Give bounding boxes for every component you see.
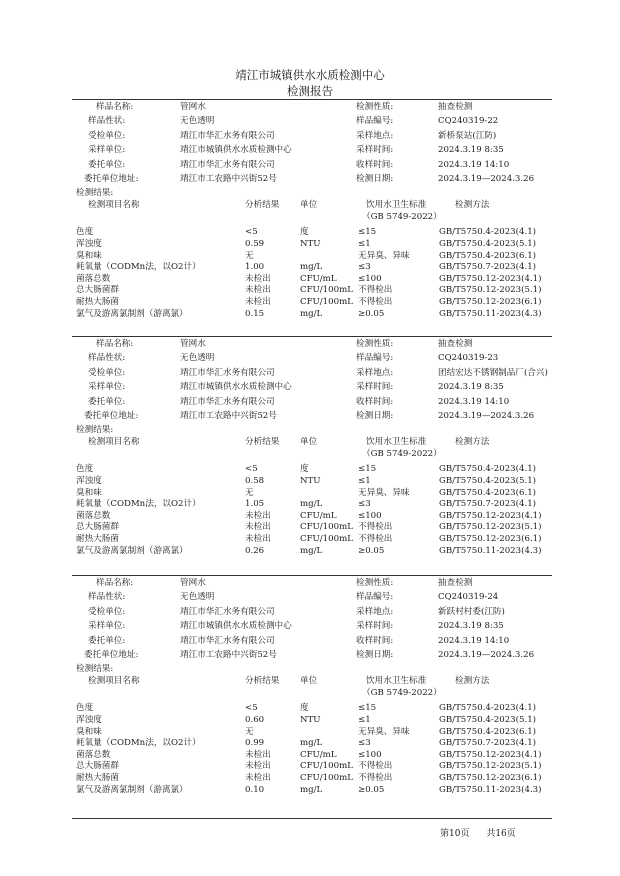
table-cell-method: GB/T5750.4-2023(6.1): [439, 250, 537, 261]
info-value: 靖江市华汇水务有限公司: [180, 159, 275, 170]
info-value: 2024.3.19—2024.3.26: [438, 411, 535, 421]
info-label: 采样单位:: [88, 382, 126, 393]
table-cell-item: 总大肠菌群: [76, 522, 119, 533]
table-cell-item: 菌落总数: [76, 749, 111, 760]
info-label: 采样地点:: [356, 130, 394, 141]
table-cell-unit: CFU/100mL: [300, 297, 353, 307]
table-cell-std: ≤3: [358, 738, 371, 749]
block-divider: [72, 575, 552, 576]
info-label: 采样单位:: [88, 145, 126, 156]
info-value: 新跃村村委(江防): [438, 606, 505, 617]
table-cell-unit: mg/L: [300, 784, 323, 795]
info-value: 抽查检测: [438, 339, 473, 349]
table-cell-item: 菌落总数: [76, 510, 111, 521]
info-label: 委托单位:: [88, 396, 126, 407]
info-label: 检测性质:: [356, 339, 394, 349]
info-label: 受检单位:: [88, 367, 126, 378]
info-value: 靖江市工农路中兴街52号: [180, 650, 277, 660]
table-cell-item: 色度: [76, 227, 94, 238]
table-cell-unit: mg/L: [300, 308, 323, 319]
info-value: 团结宏达不锈钢制品厂(合兴): [438, 367, 548, 378]
info-label: 样品性状:: [88, 116, 126, 127]
table-cell-std: ≥0.05: [358, 308, 385, 319]
info-label: 检测日期:: [356, 411, 394, 421]
table-cell-method: GB/T5750.4-2023(6.1): [439, 726, 537, 737]
table-cell-std: ≤3: [358, 262, 371, 273]
table-cell-method: GB/T5750.12-2023(6.1): [439, 773, 542, 783]
info-label: 样品性状:: [88, 353, 126, 364]
results-heading: 检测结果:: [76, 664, 114, 675]
table-cell-method: GB/T5750.11-2023(4.3): [439, 545, 542, 556]
info-value: 2024.3.19 8:35: [438, 382, 504, 393]
info-value: 靖江市工农路中兴街52号: [180, 411, 277, 421]
table-cell-item: 总大肠菌群: [76, 285, 119, 296]
table-cell-method: GB/T5750.12-2023(5.1): [439, 522, 542, 533]
info-value: 无色透明: [180, 592, 215, 603]
info-label: 受检单位:: [88, 606, 126, 617]
info-label: 委托单位地址:: [84, 650, 139, 660]
table-cell-result: 0.58: [245, 476, 265, 486]
table-cell-unit: mg/L: [300, 499, 323, 510]
report-title: 检测报告: [287, 84, 333, 98]
info-label: 样品编号:: [356, 592, 394, 603]
table-cell-method: GB/T5750.4-2023(4.1): [439, 703, 537, 714]
table-cell-item: 臭和味: [76, 487, 102, 498]
info-value: 管网水: [180, 339, 206, 349]
info-value: 2024.3.19—2024.3.26: [438, 650, 535, 660]
table-cell-std: 无异臭、异味: [358, 726, 410, 737]
table-cell-method: GB/T5750.4-2023(5.1): [439, 476, 537, 486]
table-cell-unit: CFU/mL: [300, 510, 337, 521]
table-cell-std: ≤1: [358, 476, 371, 486]
info-label: 样品编号:: [356, 116, 394, 127]
col-header-method: 检测方法: [455, 437, 490, 448]
table-cell-result: 未检出: [245, 773, 271, 783]
table-cell-method: GB/T5750.11-2023(4.3): [439, 308, 542, 319]
table-cell-unit: CFU/mL: [300, 273, 337, 284]
table-cell-unit: mg/L: [300, 262, 323, 273]
table-cell-unit: NTU: [300, 715, 321, 725]
info-label: 检测性质:: [356, 102, 394, 112]
table-cell-method: GB/T5750.4-2023(5.1): [439, 715, 537, 725]
info-label: 收样时间:: [356, 159, 394, 170]
col-header-result: 分析结果: [245, 200, 280, 211]
table-cell-item: 色度: [76, 464, 94, 475]
info-label: 样品名称:: [96, 578, 134, 588]
info-label: 采样时间:: [356, 382, 394, 393]
table-cell-std: ≥0.05: [358, 545, 385, 556]
table-cell-std: ≤100: [358, 749, 382, 760]
info-value: 无色透明: [180, 353, 215, 364]
table-cell-std: 不得检出: [358, 534, 393, 544]
table-cell-std: 不得检出: [358, 773, 393, 783]
info-value: 抽查检测: [438, 102, 473, 112]
table-cell-unit: CFU/100mL: [300, 773, 353, 783]
table-cell-result: <5: [245, 703, 258, 714]
col-header-std: 饮用水卫生标准: [366, 200, 427, 211]
table-cell-item: 色度: [76, 703, 94, 714]
table-cell-item: 臭和味: [76, 250, 102, 261]
table-cell-item: 耐热大肠菌: [76, 297, 119, 307]
table-cell-unit: mg/L: [300, 545, 323, 556]
col-header-std: 饮用水卫生标准: [366, 437, 427, 448]
table-cell-item: 浑浊度: [76, 239, 102, 249]
info-label: 委托单位:: [88, 635, 126, 646]
table-cell-unit: CFU/100mL: [300, 761, 353, 772]
table-cell-item: 氯气及游离氯制剂（游离氯）: [76, 308, 188, 319]
table-cell-std: 不得检出: [358, 761, 393, 772]
table-cell-method: GB/T5750.12-2023(4.1): [439, 273, 542, 284]
info-value: CQ240319-23: [438, 353, 499, 364]
table-cell-method: GB/T5750.12-2023(6.1): [439, 534, 542, 544]
table-cell-item: 臭和味: [76, 726, 102, 737]
table-cell-std: 无异臭、异味: [358, 250, 410, 261]
info-label: 收样时间:: [356, 635, 394, 646]
table-cell-unit: NTU: [300, 239, 321, 249]
col-header-method: 检测方法: [455, 200, 490, 211]
info-value: 2024.3.19 8:35: [438, 621, 504, 632]
col-header-std-code: （GB 5749-2022）: [362, 212, 442, 223]
table-cell-std: ≤1: [358, 239, 371, 249]
info-value: 管网水: [180, 578, 206, 588]
table-cell-std: ≤100: [358, 510, 382, 521]
info-value: 靖江市华汇水务有限公司: [180, 606, 275, 617]
table-cell-std: 无异臭、异味: [358, 487, 410, 498]
table-cell-std: ≤15: [358, 227, 377, 238]
info-value: 靖江市华汇水务有限公司: [180, 367, 275, 378]
info-label: 收样时间:: [356, 396, 394, 407]
info-label: 样品编号:: [356, 353, 394, 364]
table-cell-result: 0.15: [245, 308, 265, 319]
table-cell-method: GB/T5750.12-2023(4.1): [439, 510, 542, 521]
table-cell-std: ≤100: [358, 273, 382, 284]
info-label: 委托单位地址:: [84, 411, 139, 421]
table-cell-item: 耐热大肠菌: [76, 773, 119, 783]
col-header-unit: 单位: [300, 437, 318, 448]
table-cell-unit: CFU/100mL: [300, 522, 353, 533]
table-cell-result: 1.05: [245, 499, 265, 510]
results-heading: 检测结果:: [76, 188, 114, 199]
table-cell-result: 未检出: [245, 273, 271, 284]
table-cell-result: 无: [245, 487, 254, 498]
table-cell-result: 未检出: [245, 522, 271, 533]
info-value: 管网水: [180, 102, 206, 112]
table-cell-result: 0.60: [245, 715, 265, 725]
info-value: 靖江市城镇供水水质检测中心: [180, 382, 292, 393]
page-number: 第10页: [440, 829, 470, 839]
info-value: 靖江市城镇供水水质检测中心: [180, 621, 292, 632]
table-cell-method: GB/T5750.4-2023(4.1): [439, 464, 537, 475]
table-cell-item: 耐热大肠菌: [76, 534, 119, 544]
info-value: 2024.3.19 14:10: [438, 396, 510, 407]
table-cell-item: 浑浊度: [76, 476, 102, 486]
table-cell-method: GB/T5750.12-2023(4.1): [439, 749, 542, 760]
info-value: 靖江市工农路中兴街52号: [180, 174, 277, 184]
table-cell-result: 未检出: [245, 534, 271, 544]
table-cell-method: GB/T5750.7-2023(4.1): [439, 499, 537, 510]
info-label: 受检单位:: [88, 130, 126, 141]
table-cell-unit: CFU/100mL: [300, 285, 353, 296]
col-header-unit: 单位: [300, 200, 318, 211]
table-cell-item: 耗氧量（CODMn法，以O2计）: [76, 262, 201, 273]
info-value: 抽查检测: [438, 578, 473, 588]
table-cell-result: 0.10: [245, 784, 265, 795]
table-cell-result: <5: [245, 464, 258, 475]
col-header-std: 饮用水卫生标准: [366, 676, 427, 687]
info-value: 2024.3.19 14:10: [438, 635, 510, 646]
info-label: 检测性质:: [356, 578, 394, 588]
table-cell-item: 氯气及游离氯制剂（游离氯）: [76, 784, 188, 795]
block-divider: [72, 818, 552, 819]
table-cell-method: GB/T5750.12-2023(5.1): [439, 285, 542, 296]
info-label: 采样时间:: [356, 621, 394, 632]
info-value: 靖江市华汇水务有限公司: [180, 396, 275, 407]
table-cell-result: 未检出: [245, 761, 271, 772]
table-cell-item: 耗氧量（CODMn法，以O2计）: [76, 499, 201, 510]
block-divider: [72, 336, 552, 337]
table-cell-result: <5: [245, 227, 258, 238]
table-cell-method: GB/T5750.12-2023(6.1): [439, 297, 542, 307]
table-cell-result: 0.59: [245, 239, 265, 249]
table-cell-std: 不得检出: [358, 522, 393, 533]
table-cell-result: 未检出: [245, 510, 271, 521]
info-label: 委托单位地址:: [84, 174, 139, 184]
col-header-unit: 单位: [300, 676, 318, 687]
col-header-std-code: （GB 5749-2022）: [362, 688, 442, 699]
col-header-std-code: （GB 5749-2022）: [362, 449, 442, 460]
table-cell-result: 未检出: [245, 749, 271, 760]
info-label: 委托单位:: [88, 159, 126, 170]
table-cell-std: ≤15: [358, 464, 377, 475]
info-value: CQ240319-24: [438, 592, 499, 603]
page-total: 共16页: [486, 829, 516, 839]
table-cell-unit: CFU/mL: [300, 749, 337, 760]
info-label: 样品名称:: [96, 339, 134, 349]
table-cell-result: 1.00: [245, 262, 265, 273]
table-cell-method: GB/T5750.4-2023(5.1): [439, 239, 537, 249]
table-cell-std: ≤3: [358, 499, 371, 510]
table-cell-unit: CFU/100mL: [300, 534, 353, 544]
info-value: 靖江市城镇供水水质检测中心: [180, 145, 292, 156]
info-label: 采样地点:: [356, 606, 394, 617]
table-cell-result: 未检出: [245, 297, 271, 307]
table-cell-method: GB/T5750.7-2023(4.1): [439, 738, 537, 749]
info-label: 检测日期:: [356, 174, 394, 184]
info-label: 采样单位:: [88, 621, 126, 632]
table-cell-item: 菌落总数: [76, 273, 111, 284]
info-value: 2024.3.19—2024.3.26: [438, 174, 535, 184]
table-cell-unit: NTU: [300, 476, 321, 486]
col-header-item: 检测项目名称: [88, 200, 140, 211]
table-cell-std: ≥0.05: [358, 784, 385, 795]
block-divider: [72, 99, 552, 100]
info-label: 采样时间:: [356, 145, 394, 156]
info-value: 靖江市华汇水务有限公司: [180, 635, 275, 646]
table-cell-method: GB/T5750.4-2023(6.1): [439, 487, 537, 498]
report-org-title: 靖江市城镇供水水质检测中心: [235, 68, 385, 82]
table-cell-item: 氯气及游离氯制剂（游离氯）: [76, 545, 188, 556]
table-cell-unit: mg/L: [300, 738, 323, 749]
table-cell-result: 未检出: [245, 285, 271, 296]
info-value: 无色透明: [180, 116, 215, 127]
info-value: 2024.3.19 8:35: [438, 145, 504, 156]
table-cell-result: 无: [245, 726, 254, 737]
info-label: 采样地点:: [356, 367, 394, 378]
table-cell-std: 不得检出: [358, 285, 393, 296]
table-cell-unit: 度: [300, 227, 309, 238]
info-value: 2024.3.19 14:10: [438, 159, 510, 170]
col-header-method: 检测方法: [455, 676, 490, 687]
page-footer: [440, 826, 530, 839]
table-cell-method: GB/T5750.12-2023(5.1): [439, 761, 542, 772]
table-cell-result: 0.26: [245, 545, 265, 556]
table-cell-method: GB/T5750.4-2023(4.1): [439, 227, 537, 238]
col-header-item: 检测项目名称: [88, 676, 140, 687]
table-cell-std: ≤15: [358, 703, 377, 714]
table-cell-method: GB/T5750.7-2023(4.1): [439, 262, 537, 273]
col-header-result: 分析结果: [245, 676, 280, 687]
table-cell-item: 浑浊度: [76, 715, 102, 725]
table-cell-item: 总大肠菌群: [76, 761, 119, 772]
table-cell-item: 耗氧量（CODMn法，以O2计）: [76, 738, 201, 749]
table-cell-result: 0.99: [245, 738, 265, 749]
table-cell-unit: 度: [300, 703, 309, 714]
info-label: 样品性状:: [88, 592, 126, 603]
info-value: CQ240319-22: [438, 116, 499, 127]
info-value: 新桥泵站(江防): [438, 130, 497, 141]
info-value: 靖江市华汇水务有限公司: [180, 130, 275, 141]
table-cell-result: 无: [245, 250, 254, 261]
col-header-result: 分析结果: [245, 437, 280, 448]
table-cell-std: 不得检出: [358, 297, 393, 307]
table-cell-std: ≤1: [358, 715, 371, 725]
table-cell-unit: 度: [300, 464, 309, 475]
info-label: 样品名称:: [96, 102, 134, 112]
col-header-item: 检测项目名称: [88, 437, 140, 448]
table-cell-method: GB/T5750.11-2023(4.3): [439, 784, 542, 795]
results-heading: 检测结果:: [76, 425, 114, 436]
info-label: 检测日期:: [356, 650, 394, 660]
